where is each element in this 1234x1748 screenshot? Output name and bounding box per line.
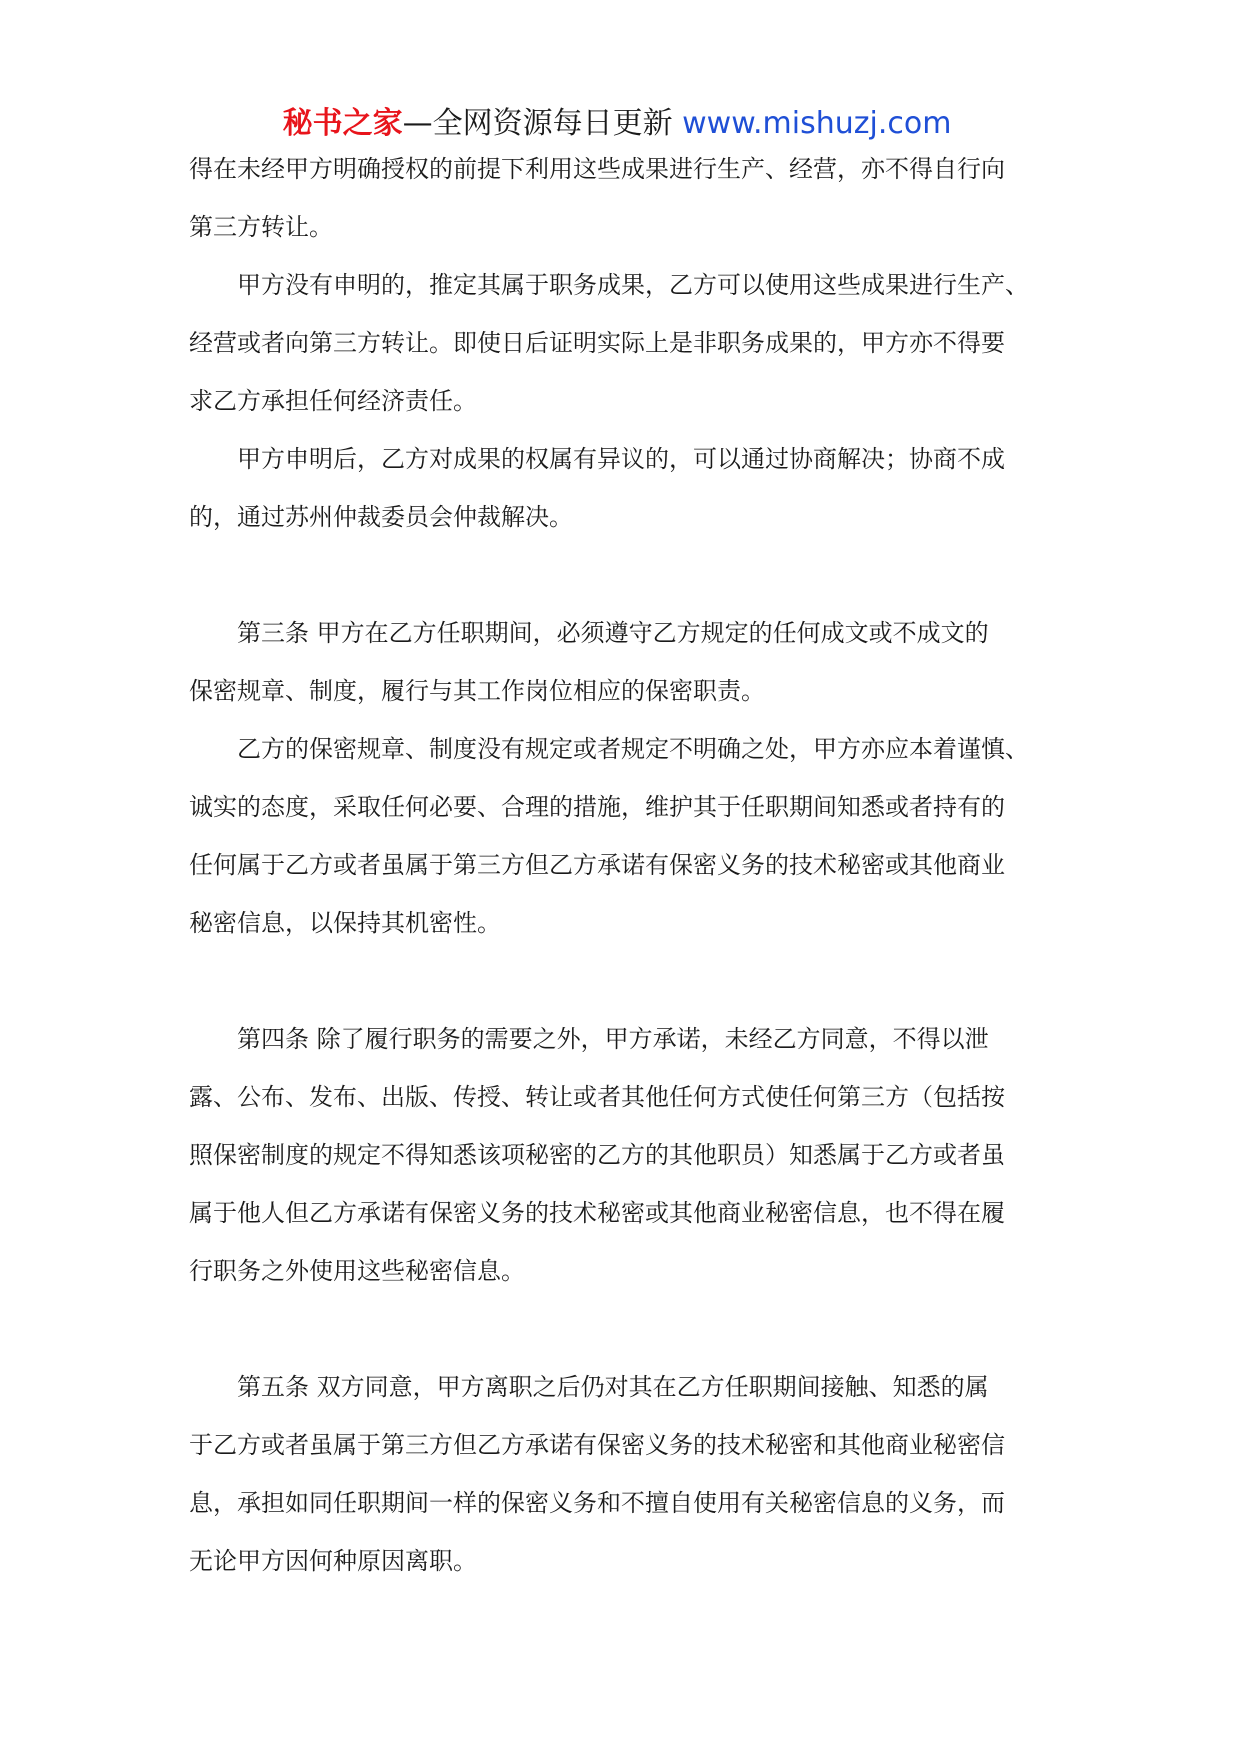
text-line: 于乙方或者虽属于第三方但乙方承诺有保密义务的技术秘密和其他商业秘密信 xyxy=(189,1431,1005,1459)
paragraph-gap xyxy=(189,1300,1059,1358)
text-line: 保密规章、制度，履行与其工作岗位相应的保密职责。 xyxy=(189,677,765,705)
text-line: 行职务之外使用这些秘密信息。 xyxy=(189,1257,525,1285)
text-line: 秘密信息，以保持其机密性。 xyxy=(189,909,501,937)
text-line: 任何属于乙方或者虽属于第三方但乙方承诺有保密义务的技术秘密或其他商业 xyxy=(189,851,1005,879)
text-line: 诚实的态度，采取任何必要、合理的措施，维护其于任职期间知悉或者持有的 xyxy=(189,793,1005,821)
site-watermark-header xyxy=(0,104,1234,144)
text-line: 第三方转让。 xyxy=(189,213,333,241)
article-5-heading-line: 第五条 双方同意，甲方离职之后仍对其在乙方任职期间接触、知悉的属 xyxy=(237,1373,989,1401)
text-line: 乙方的保密规章、制度没有规定或者规定不明确之处，甲方亦应本着谨慎、 xyxy=(237,735,1029,763)
text-line: 经营或者向第三方转让。即使日后证明实际上是非职务成果的，甲方亦不得要 xyxy=(189,329,1005,357)
text-line: 的，通过苏州仲裁委员会仲裁解决。 xyxy=(189,503,573,531)
text-line: 甲方申明后，乙方对成果的权属有异议的，可以通过协商解决；协商不成 xyxy=(237,445,1005,473)
text-line: 照保密制度的规定不得知悉该项秘密的乙方的其他职员）知悉属于乙方或者虽 xyxy=(189,1141,1005,1169)
article-3-heading-line: 第三条 甲方在乙方任职期间，必须遵守乙方规定的任何成文或不成文的 xyxy=(237,619,989,647)
text-line: 求乙方承担任何经济责任。 xyxy=(189,387,477,415)
text-line: 露、公布、发布、出版、传授、转让或者其他任何方式使任何第三方（包括按 xyxy=(189,1083,1005,1111)
paragraph-gap xyxy=(189,952,1059,1010)
watermark-slogan: —全网资源每日更新 xyxy=(402,106,673,141)
text-line: 无论甲方因何种原因离职。 xyxy=(189,1547,477,1575)
text-line: 息，承担如同任职期间一样的保密义务和不擅自使用有关秘密信息的义务，而 xyxy=(189,1489,1005,1517)
text-line: 得在未经甲方明确授权的前提下利用这些成果进行生产、经营，亦不得自行向 xyxy=(189,155,1005,183)
paragraph-gap xyxy=(189,546,1059,604)
watermark-brand: 秘书之家 xyxy=(282,106,403,141)
text-line: 甲方没有申明的，推定其属于职务成果，乙方可以使用这些成果进行生产、 xyxy=(237,271,1029,299)
watermark-url: www.mishuzj.com xyxy=(682,106,952,141)
document-body xyxy=(189,140,1059,1590)
article-4-heading-line: 第四条 除了履行职务的需要之外，甲方承诺，未经乙方同意，不得以泄 xyxy=(237,1025,989,1053)
text-line: 属于他人但乙方承诺有保密义务的技术秘密或其他商业秘密信息，也不得在履 xyxy=(189,1199,1005,1227)
